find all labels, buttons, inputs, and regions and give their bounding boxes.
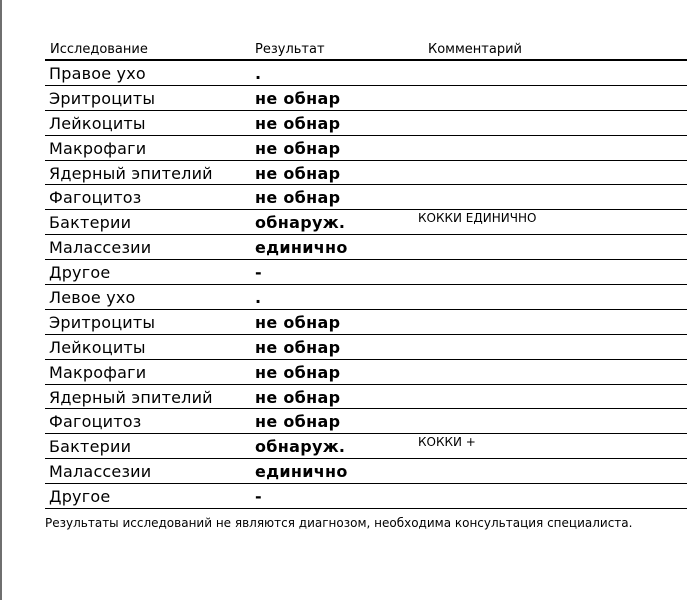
- table-row: [45, 61, 687, 86]
- test-result: обнаруж.: [255, 213, 346, 233]
- test-result: -: [255, 487, 262, 507]
- test-name: Ядерный эпителий: [49, 163, 213, 183]
- test-name: Макрофаги: [49, 362, 147, 382]
- disclaimer-note: Результаты исследований не являются диагнозом, необходима консультация специалиста.: [45, 516, 633, 530]
- test-name: Бактерии: [49, 437, 132, 457]
- test-name: Эритроциты: [49, 312, 156, 332]
- test-name: Лейкоциты: [49, 113, 146, 133]
- test-name: Бактерии: [49, 213, 132, 233]
- test-name: Макрофаги: [49, 138, 147, 158]
- table-header: [45, 40, 687, 61]
- test-comment: КОККИ +: [418, 435, 476, 450]
- test-result: не обнар: [255, 188, 341, 208]
- test-result: не обнар: [255, 113, 341, 133]
- table-row: [45, 385, 687, 410]
- test-result: единично: [255, 462, 348, 482]
- table-row: [45, 409, 687, 434]
- table-row: [45, 86, 687, 111]
- test-name: Правое ухо: [49, 64, 146, 83]
- table-row: [45, 210, 687, 235]
- test-name: Фагоцитоз: [49, 412, 142, 432]
- test-name: Эритроциты: [49, 88, 156, 108]
- results-table: [45, 40, 687, 509]
- test-result: не обнар: [255, 362, 341, 382]
- test-name: Малассезии: [49, 462, 152, 482]
- table-row: [45, 136, 687, 161]
- table-row: [45, 111, 687, 136]
- table-row: [45, 185, 687, 210]
- test-result: не обнар: [255, 412, 341, 432]
- test-name: Ядерный эпителий: [49, 387, 213, 407]
- table-row: [45, 260, 687, 285]
- test-result: не обнар: [255, 163, 341, 183]
- test-name: Другое: [49, 263, 111, 283]
- table-row: [45, 434, 687, 459]
- table-row: [45, 335, 687, 360]
- test-name: Левое ухо: [49, 288, 136, 308]
- test-result: -: [255, 263, 262, 283]
- test-result: не обнар: [255, 138, 341, 158]
- test-result: не обнар: [255, 88, 341, 108]
- test-result: не обнар: [255, 387, 341, 407]
- table-row: [45, 285, 687, 310]
- table-row: [45, 360, 687, 385]
- page-left-border: [0, 0, 2, 600]
- header-test: Исследование: [50, 42, 148, 57]
- table-body: [45, 61, 687, 509]
- test-result: не обнар: [255, 312, 341, 332]
- test-name: Другое: [49, 487, 111, 507]
- test-name: Фагоцитоз: [49, 188, 142, 208]
- test-result: .: [255, 64, 262, 83]
- test-comment: КОККИ ЕДИНИЧНО: [418, 211, 537, 226]
- test-result: не обнар: [255, 337, 341, 357]
- table-row: [45, 484, 687, 509]
- test-name: Лейкоциты: [49, 337, 146, 357]
- test-result: .: [255, 288, 262, 308]
- header-comment: Комментарий: [428, 42, 522, 57]
- header-result: Результат: [255, 42, 325, 57]
- test-result: обнаруж.: [255, 437, 346, 457]
- table-row: [45, 310, 687, 335]
- test-name: Малассезии: [49, 238, 152, 258]
- table-row: [45, 161, 687, 186]
- table-row: [45, 235, 687, 260]
- table-row: [45, 459, 687, 484]
- test-result: единично: [255, 238, 348, 258]
